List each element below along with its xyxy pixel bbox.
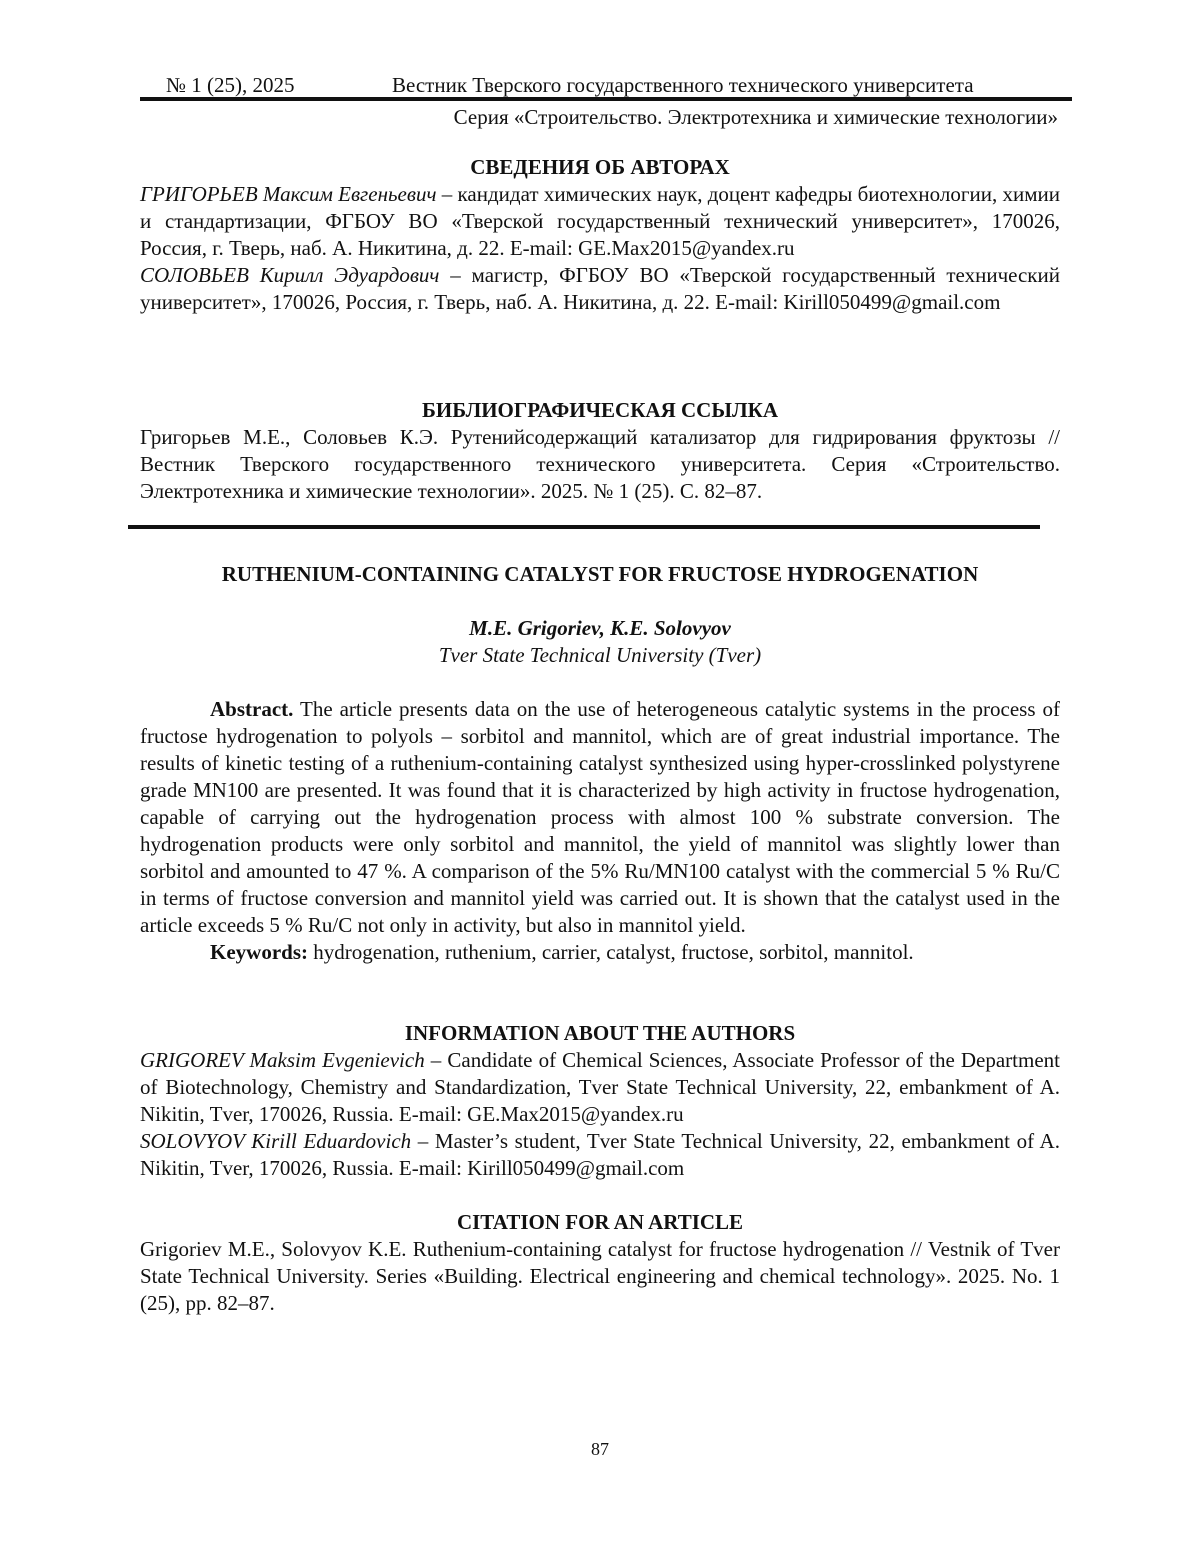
keywords-label: Keywords: xyxy=(210,940,308,964)
article-title-en: RUTHENIUM-CONTAINING CATALYST FOR FRUCTOSE HYDROGENATION xyxy=(140,561,1060,588)
article-affiliation-en: Tver State Technical University (Tver) xyxy=(140,642,1060,669)
abstract-label: Abstract. xyxy=(210,697,293,721)
abstract-text: The article presents data on the use of heterogeneous catalytic systems in the process of fructose hydrogenation to polyols – sorbitol and mannitol, which are of great industrial importance. The results of kinetic testing of a ruthenium-containing catalyst synthesized using hyper-crosslinked polystyrene grade MN100 are presented. It was found that it is characterized by high activity in fructose hydrogenation, capable of carrying out the hydrogenation process with almost 100 % substrate conversion. The hydrogenation products were only sorbitol and mannitol, the yield of mannitol was slightly lower than sorbitol and amounted to 47 %. A comparison of the 5% Ru/MN100 catalyst with the commercial 5 % Ru/C in terms of fructose conversion and mannitol yield was carried out. It is shown that the catalyst used in the article exceeds 5 % Ru/C not only in activity, but also in mannitol yield. xyxy=(140,697,1060,937)
author-name: GRIGOREV Maksim Evgenievich xyxy=(140,1048,425,1072)
abstract-block xyxy=(140,696,1060,966)
keywords-paragraph xyxy=(140,939,1060,966)
citation-en-heading: CITATION FOR AN ARTICLE xyxy=(140,1209,1060,1236)
author-name: ГРИГОРЬЕВ Максим Евгеньевич xyxy=(140,182,437,206)
authors-ru-list xyxy=(140,181,1060,316)
author-info: – Master’s student, Tver State Technical University, 22, embankment of A. Nikitin, Tver, 170026, Russia. E-mail: Kirill050499@gmail.com xyxy=(140,1129,1060,1180)
authors-en-heading: INFORMATION ABOUT THE AUTHORS xyxy=(140,1020,1060,1047)
citation-ru-text: Григорьев М.Е., Соловьев К.Э. Рутенийсодержащий катализатор для гидрирования фруктозы // Вестник Тверского государственного технического университета. Серия «Строительство. Электротехника и химические технологии». 2025. № 1 (25). С. 82–87. xyxy=(140,424,1060,505)
author-en-2 xyxy=(140,1128,1060,1182)
article-authors-en: M.E. Grigoriev, K.E. Solovyov xyxy=(140,615,1060,642)
author-info: – магистр, ФГБОУ ВО «Тверской государственный технический университет», 170026, Россия, г. Тверь, наб. А. Никитина, д. 22. E-mail: Kirill050499@gmail.com xyxy=(140,263,1060,314)
author-ru-1 xyxy=(140,181,1060,262)
author-info: – Candidate of Chemical Sciences, Associate Professor of the Department of Biotechnology, Chemistry and Standardization, Tver State Technical University, 22, embankment of A. Nikitin, Tver, 170026, Russia. E-mail: GE.Max2015@yandex.ru xyxy=(140,1048,1060,1126)
journal-series: Серия «Строительство. Электротехника и химические технологии» xyxy=(454,104,1058,131)
issue-number: № 1 (25), 2025 xyxy=(166,72,295,99)
section-divider xyxy=(128,525,1040,529)
author-info: – кандидат химических наук, доцент кафедры биотехнологии, химии и стандартизации, ФГБОУ ВО «Тверской государственный технический университет», 170026, Россия, г. Тверь, наб. А. Никитина, д. 22. E-mail: GE.Max2015@yandex.ru xyxy=(140,182,1060,260)
abstract-paragraph xyxy=(140,696,1060,939)
header-rule xyxy=(140,97,1072,101)
citation-en-text: Grigoriev M.E., Solovyov K.E. Ruthenium-containing catalyst for fructose hydrogenation // Vestnik of Tver State Technical University. Series «Building. Electrical engineering and chemical technology». 2025. No. 1 (25), pp. 82–87. xyxy=(140,1236,1060,1317)
author-name: СОЛОВЬЕВ Кирилл Эдуардович xyxy=(140,263,439,287)
page-number: 87 xyxy=(140,1436,1060,1463)
authors-en-list xyxy=(140,1047,1060,1182)
authors-ru-heading: СВЕДЕНИЯ ОБ АВТОРАХ xyxy=(140,154,1060,181)
journal-title: Вестник Тверского государственного технического университета xyxy=(392,72,974,99)
author-ru-2 xyxy=(140,262,1060,316)
author-name: SOLOVYOV Kirill Eduardovich xyxy=(140,1129,411,1153)
author-en-1 xyxy=(140,1047,1060,1128)
keywords-text: hydrogenation, ruthenium, carrier, catalyst, fructose, sorbitol, mannitol. xyxy=(308,940,914,964)
citation-ru-heading: БИБЛИОГРАФИЧЕСКАЯ ССЫЛКА xyxy=(140,397,1060,424)
